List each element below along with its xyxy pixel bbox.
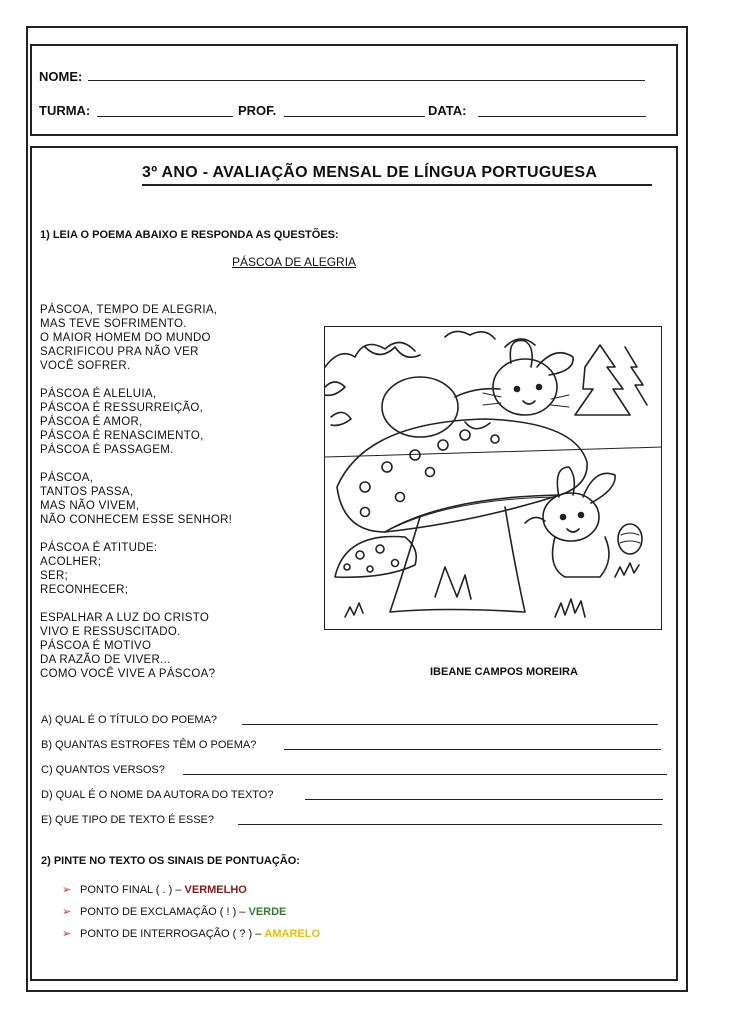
color-word: AMARELO (264, 928, 320, 940)
poem-verse: PÁSCOA É AMOR, (40, 416, 143, 428)
poem-verse: PÁSCOA, TEMPO DE ALEGRIA, (40, 304, 218, 316)
poem-verse: RECONHECER; (40, 584, 129, 596)
punctuation-item (62, 883, 247, 896)
poem-verse: COMO VOCÊ VIVE A PÁSCOA? (40, 668, 216, 680)
punctuation-label: PONTO FINAL ( . ) – (80, 884, 185, 896)
name-field[interactable] (88, 80, 645, 81)
punctuation-label: PONTO DE EXCLAMAÇÃO ( ! ) – (80, 906, 249, 918)
poem-stanza (40, 611, 232, 681)
poem-verse: ESPALHAR A LUZ DO CRISTO (40, 612, 210, 624)
student-info-box (30, 44, 678, 136)
poem-verse: PÁSCOA É PASSAGEM. (40, 444, 174, 456)
easter-bunnies-illustration (324, 326, 662, 630)
arrow-bullet-icon: ➢ (62, 928, 72, 940)
answer-line-a[interactable] (242, 724, 658, 725)
answer-line-b[interactable] (284, 749, 661, 750)
question-b: B) QUANTAS ESTROFES TÊM O POEMA? (41, 739, 257, 751)
poem-title: PÁSCOA DE ALEGRIA (232, 255, 357, 269)
poem-stanza (40, 471, 232, 527)
poem-verse: VIVO E RESSUSCITADO. (40, 626, 181, 638)
color-word: VERDE (248, 906, 287, 918)
arrow-bullet-icon: ➢ (62, 884, 72, 896)
question-1-prompt: 1) LEIA O POEMA ABAIXO E RESPONDA AS QUESTÕES: (40, 229, 339, 241)
poem-verse: PÁSCOA É ALELUIA, (40, 388, 157, 400)
poem-text (40, 303, 232, 695)
poem-verse: MAS NÃO VIVEM, (40, 500, 140, 512)
answer-line-d[interactable] (305, 799, 663, 800)
question-c: C) QUANTOS VERSOS? (41, 764, 165, 776)
question-a: A) QUAL É O TÍTULO DO POEMA? (41, 714, 218, 726)
answer-line-e[interactable] (238, 824, 662, 825)
question-d: D) QUAL É O NOME DA AUTORA DO TEXTO? (41, 789, 274, 801)
poem-verse: DA RAZÃO DE VIVER... (40, 654, 171, 666)
punctuation-label: PONTO DE INTERROGAÇÃO ( ? ) – (80, 928, 265, 940)
poem-verse: PÁSCOA É RENASCIMENTO, (40, 430, 204, 442)
color-word: VERMELHO (184, 884, 247, 896)
poem-verse: SER; (40, 570, 69, 582)
date-field[interactable] (478, 116, 646, 117)
punctuation-item (62, 927, 320, 940)
poem-verse: PÁSCOA É MOTIVO (40, 640, 152, 652)
poem-verse: O MAIOR HOMEM DO MUNDO (40, 332, 211, 344)
poem-verse: ACOLHER; (40, 556, 102, 568)
poem-verse: PÁSCOA É ATITUDE: (40, 542, 158, 554)
title-underline (142, 184, 652, 186)
poem-verse: TANTOS PASSA, (40, 486, 134, 498)
poem-stanza (40, 387, 232, 457)
date-label: DATA: (428, 103, 467, 118)
poem-verse: MAS TEVE SOFRIMENTO. (40, 318, 187, 330)
punctuation-item (62, 905, 286, 918)
poem-verse: PÁSCOA, (40, 472, 94, 484)
poem-verse: SACRIFICOU PRA NÃO VER (40, 346, 199, 358)
poem-author: IBEANE CAMPOS MOREIRA (430, 666, 578, 678)
name-label: NOME: (39, 69, 83, 84)
page-title: 3º ANO - AVALIAÇÃO MENSAL DE LÍNGUA PORTUGUESA (142, 164, 598, 181)
poem-stanza (40, 541, 232, 597)
answer-line-c[interactable] (183, 774, 667, 775)
class-field[interactable] (97, 116, 233, 117)
arrow-bullet-icon: ➢ (62, 906, 72, 918)
question-2-prompt: 2) PINTE NO TEXTO OS SINAIS DE PONTUAÇÃO: (41, 855, 300, 867)
poem-verse: PÁSCOA É RESSURREIÇÃO, (40, 402, 204, 414)
poem-stanza (40, 303, 232, 373)
poem-verse: NÃO CONHECEM ESSE SENHOR! (40, 514, 233, 526)
poem-verse: VOCÊ SOFRER. (40, 360, 131, 372)
teacher-label: PROF. (238, 103, 277, 118)
question-e: E) QUE TIPO DE TEXTO É ESSE? (41, 814, 214, 826)
class-label: TURMA: (39, 103, 91, 118)
teacher-field[interactable] (284, 116, 425, 117)
